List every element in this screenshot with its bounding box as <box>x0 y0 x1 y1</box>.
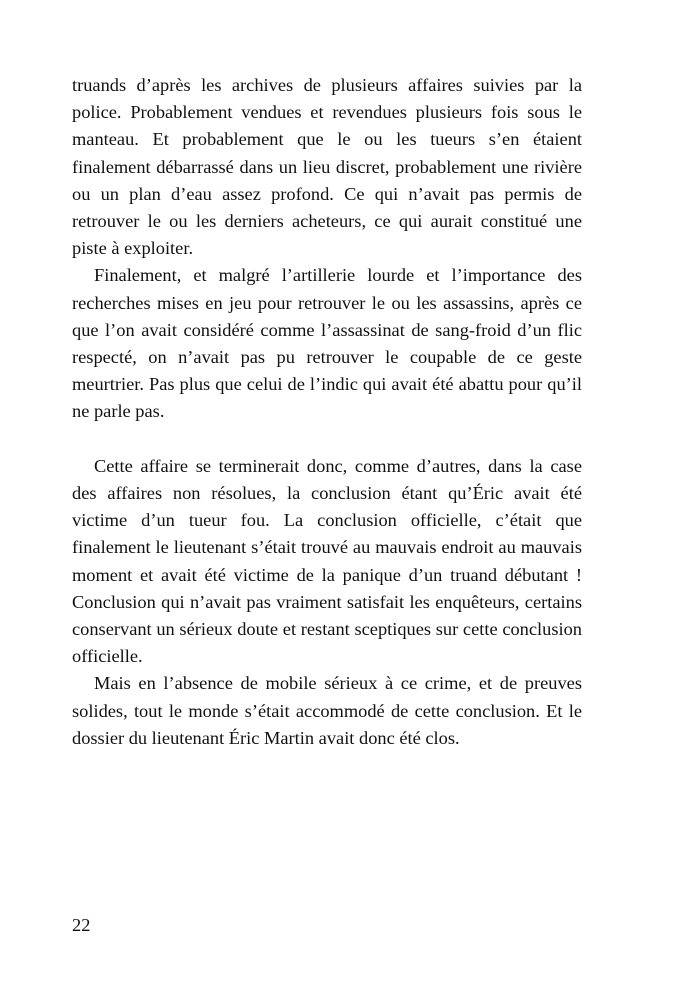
paragraph-3: Cette affaire se terminerait donc, comme d’autres, dans la case des affaires non résolues, la conclusion étant qu’Éric avait été victime d’un tueur fou. La conclusion officielle, c’était que finalement le lieutenant s’était trouvé au mauvais endroit au mauvais moment et avait été victime de la panique d’un truand débutant ! Conclusion qui n’avait pas vraiment satisfait les enquêteurs, certains conservant un sérieux doute et restant sceptiques sur cette conclusion officielle. <box>72 455 582 667</box>
body-text <box>72 72 582 752</box>
paragraph-2: Finalement, et malgré l’artillerie lourde et l’importance des recherches mises en jeu pour retrouver le ou les assassins, après ce que l’on avait considéré comme l’assassinat de sang-froid d’un flic respecté, on n’avait pas pu retrouver le coupable de ce geste meurtrier. Pas plus que celui de l’indic qui avait été abattu pour qu’il ne parle pas. <box>72 265 582 422</box>
paragraph-4: Mais en l’absence de mobile sérieux à ce crime, et de preuves solides, tout le monde s’était accommodé de cette conclusion. Et le dossier du lieutenant Éric Martin avait donc été clos. <box>72 673 582 748</box>
page-number: 22 <box>72 915 91 935</box>
paragraph-1: truands d’après les archives de plusieurs affaires suivies par la police. Probablement vendues et revendues plusieurs fois sous le manteau. Et probablement que le ou les tueurs s’en étaient finalement débarrassé dans un lieu discret, probablement une rivière ou un plan d’eau assez profond. Ce qui n’avait pas permis de retrouver le ou les derniers acheteurs, ce qui aurait constitué une piste à exploiter. <box>72 75 582 259</box>
